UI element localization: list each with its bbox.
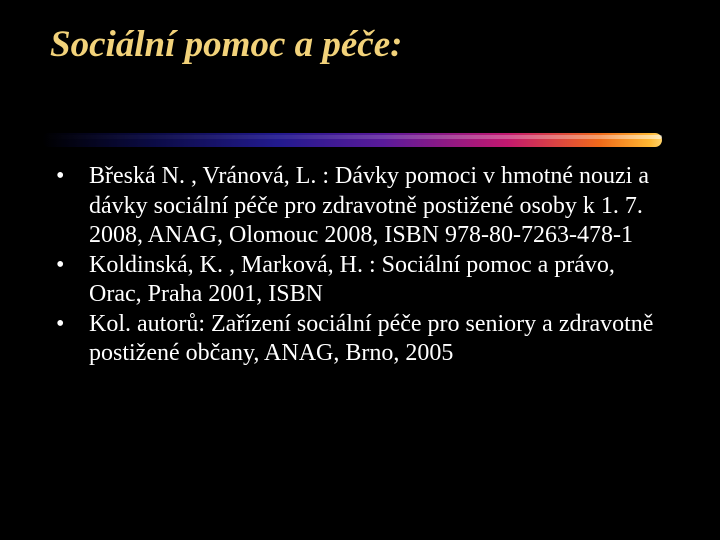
bullet-text: Břeská N. , Vránová, L. : Dávky pomoci v hmotné nouzi a dávky sociální péče pro zdravotně postižené osoby k 1. 7. 2008, ANAG, Olomouc 2008, ISBN 978-80-7263-478-1 xyxy=(89,163,649,248)
bullet-text: Kol. autorů: Zařízení sociální péče pro seniory a zdravotně postižené občany, ANAG, Brno, 2005 xyxy=(89,310,654,366)
divider-highlight xyxy=(42,135,662,139)
bullet-item-3 xyxy=(56,310,666,369)
bullet-item-2 xyxy=(56,251,666,310)
bullet-list xyxy=(56,162,666,369)
bullet-icon: • xyxy=(56,251,65,278)
title-divider xyxy=(42,133,662,147)
bullet-icon: • xyxy=(56,310,65,337)
bullet-item-1 xyxy=(56,162,666,251)
bullet-text: Koldinská, K. , Marková, H. : Sociální pomoc a právo, Orac, Praha 2001, ISBN xyxy=(89,251,615,307)
bullet-icon: • xyxy=(56,163,65,189)
slide-title: Sociální pomoc a péče: xyxy=(50,24,403,65)
